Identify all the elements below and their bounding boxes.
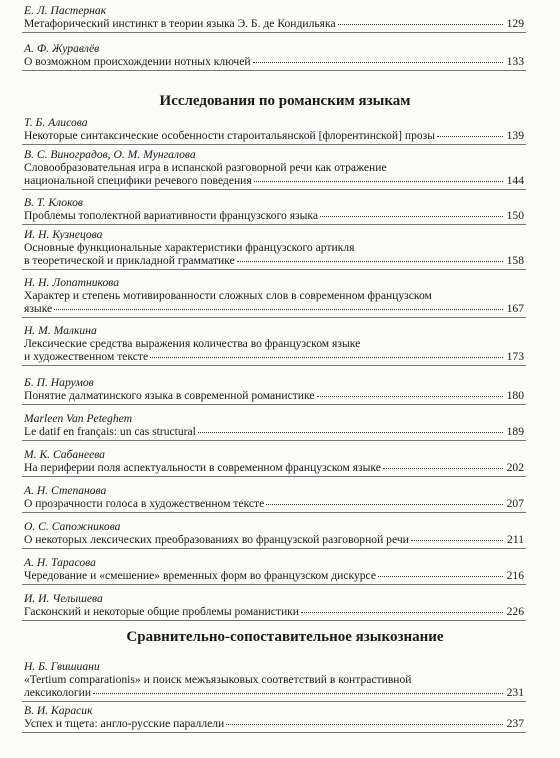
entry-title-line: Чередование и «смешение» временных форм во французском дискурсе [24, 569, 376, 582]
toc-entry [24, 42, 524, 68]
page-number: 211 [507, 533, 524, 546]
entry-title-row [24, 174, 524, 187]
page-number: 202 [506, 461, 524, 474]
entry-title-line: Успех и тщета: англо-русские параллели [24, 717, 225, 730]
page-number: 237 [506, 717, 524, 730]
page-number: 189 [506, 425, 524, 438]
entry-title-line: О некоторых лексических преобразованиях во французской разговорной речи [24, 533, 409, 546]
dot-leader [301, 612, 503, 613]
entry-divider [22, 548, 526, 549]
entry-title-line: Понятие далматинского языка в современной романистике [24, 389, 315, 402]
page-number: 180 [506, 389, 524, 402]
dot-leader [253, 62, 503, 63]
page-number: 133 [506, 55, 524, 68]
dot-leader [237, 261, 503, 262]
entry-author: М. К. Сабанеева [24, 448, 105, 461]
section-title: Исследования по романским языкам [159, 93, 411, 109]
page-number: 129 [506, 17, 524, 30]
entry-author: В. Т. Клоков [24, 196, 83, 209]
entry-divider [22, 701, 526, 702]
toc-entry [24, 116, 524, 142]
toc-entry [24, 376, 524, 402]
entry-title-line: «Tertium comparationis» и поиск межъязыковых соответствий в контрастивной [24, 673, 412, 686]
toc-entry [24, 148, 524, 187]
toc-entry [24, 704, 524, 730]
entry-title-line: Метафорический инстинкт в теории языка Э. Б. де Кондильяка [24, 17, 336, 30]
dot-leader [198, 432, 503, 433]
page-number: 139 [506, 129, 524, 142]
entry-author: Е. Л. Пастернак [24, 4, 107, 17]
entry-author: И. И. Челышева [24, 592, 103, 605]
page-number: 144 [506, 174, 524, 187]
entry-divider [22, 584, 526, 585]
entry-title-line: и художественном тексте [24, 350, 149, 363]
entry-title-line: в теоретической и прикладной грамматике [24, 254, 235, 267]
dot-leader [411, 540, 503, 541]
entry-divider [22, 317, 526, 318]
entry-author: Б. П. Нарумов [24, 376, 94, 389]
entry-title-row [24, 461, 524, 474]
entry-author: А. Н. Степанова [24, 484, 107, 497]
entry-divider [22, 70, 526, 71]
dot-leader [437, 136, 503, 137]
toc-entry [24, 324, 524, 363]
dot-leader [383, 468, 503, 469]
entry-title-row [24, 686, 524, 699]
entry-title-line: Le datif en français: un cas structural [24, 425, 196, 438]
page-number: 231 [506, 686, 524, 699]
entry-title-line: Основные функциональные характеристики французского артикля [24, 241, 355, 254]
toc-entry [24, 520, 524, 546]
dot-leader [54, 309, 503, 310]
page-number: 207 [506, 497, 524, 510]
toc-entry [24, 228, 524, 267]
dot-leader [320, 216, 503, 217]
entry-divider [22, 404, 526, 405]
entry-author: Н. М. Малкина [24, 324, 97, 337]
entry-title-row [24, 389, 524, 402]
dot-leader [317, 396, 504, 397]
entry-divider [22, 365, 526, 366]
entry-divider [22, 189, 526, 190]
toc-entry [24, 660, 524, 699]
dot-leader [266, 504, 503, 505]
entry-title-row [24, 425, 524, 438]
entry-title-row [24, 569, 524, 582]
entry-title-row [24, 497, 524, 510]
dot-leader [378, 576, 503, 577]
entry-divider [22, 144, 526, 145]
entry-divider [22, 440, 526, 441]
entry-title-line: Лексические средства выражения количества во французском языке [24, 337, 361, 350]
entry-title-line: О возможном происхождении нотных ключей [24, 55, 251, 68]
entry-divider [22, 224, 526, 225]
toc-entry [24, 4, 524, 30]
dot-leader [338, 24, 503, 25]
toc-entry [24, 412, 524, 438]
entry-title-row [24, 17, 524, 30]
entry-title-row [24, 717, 524, 730]
page-number: 216 [506, 569, 524, 582]
toc-entry [24, 196, 524, 222]
entry-divider [22, 32, 526, 33]
entry-divider [22, 512, 526, 513]
entry-author: И. Н. Кузнецова [24, 228, 103, 241]
entry-divider [22, 269, 526, 270]
entry-divider [22, 732, 526, 733]
dot-leader [93, 693, 503, 694]
dot-leader [150, 357, 503, 358]
dot-leader [254, 181, 503, 182]
page-number: 158 [506, 254, 524, 267]
entry-title-row [24, 209, 524, 222]
entry-author: Т. Б. Алисова [24, 116, 88, 129]
page-number: 226 [506, 605, 524, 618]
entry-author: Н. Н. Лопатникова [24, 276, 120, 289]
entry-title-row [24, 55, 524, 68]
entry-divider [22, 620, 526, 621]
entry-author: А. Н. Тарасова [24, 556, 96, 569]
entry-title-row [24, 129, 524, 142]
toc-entry [24, 556, 524, 582]
entry-title-line: Характер и степень мотивированности сложных слов в современном французском [24, 289, 432, 302]
entry-title-line: Гасконский и некоторые общие проблемы романистики [24, 605, 299, 618]
entry-title-line: Проблемы тополектной вариативности французского языка [24, 209, 319, 222]
page-number: 173 [506, 350, 524, 363]
toc-entry [24, 448, 524, 474]
entry-title-line: На периферии поля аспектуальности в современном французском языке [24, 461, 381, 474]
entry-title-line: национальной специфики речевого поведения [24, 174, 252, 187]
toc-entry [24, 276, 524, 315]
entry-author: А. Ф. Журавлёв [24, 42, 100, 55]
entry-author: Marleen Van Peteghem [24, 412, 133, 425]
entry-author: Н. Б. Гвишиани [24, 660, 100, 673]
entry-title-line: языке [24, 302, 53, 315]
entry-divider [22, 476, 526, 477]
entry-author: В. И. Карасик [24, 704, 93, 717]
section-title: Сравнительно-сопоставительное языкознание [126, 629, 444, 645]
toc-entry [24, 484, 524, 510]
entry-title-row [24, 302, 524, 315]
entry-title-line: Некоторые синтаксические особенности староитальянской [флорентинской] прозы [24, 129, 436, 142]
toc-entry [24, 592, 524, 618]
page-number: 150 [506, 209, 524, 222]
entry-title-row [24, 605, 524, 618]
entry-title-row [24, 533, 524, 546]
entry-author: В. С. Виноградов, О. М. Мунгалова [24, 148, 196, 161]
entry-title-row [24, 350, 524, 363]
entry-title-line: Словообразовательная игра в испанской разговорной речи как отражение [24, 161, 387, 174]
entry-title-row [24, 254, 524, 267]
dot-leader [226, 724, 503, 725]
entry-title-line: О прозрачности голоса в художественном тексте [24, 497, 265, 510]
entry-title-line: лексикологии [24, 686, 92, 699]
entry-author: О. С. Сапожникова [24, 520, 121, 533]
page-number: 167 [506, 302, 524, 315]
